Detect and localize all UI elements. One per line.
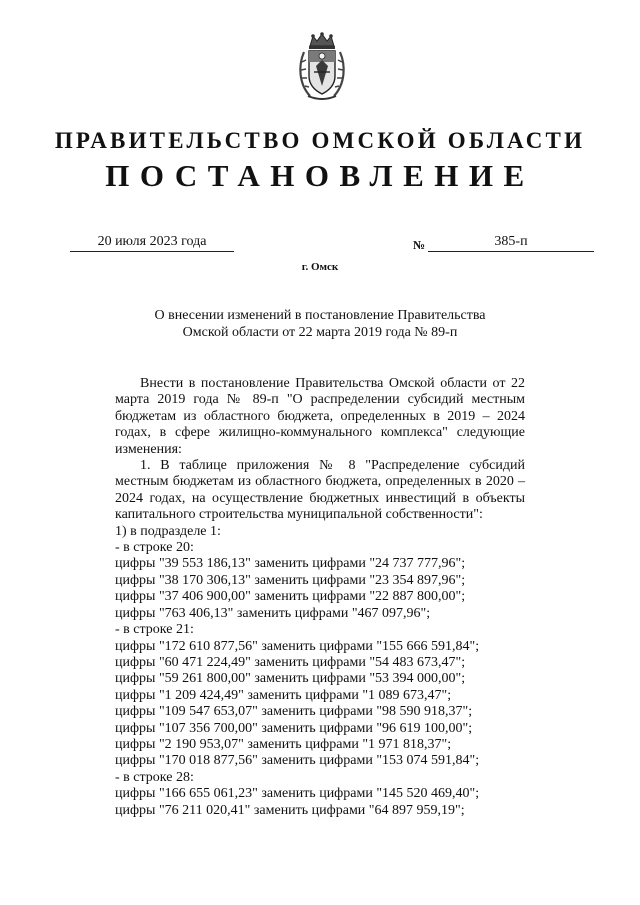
document-number: 385-п <box>428 234 594 252</box>
body-line: цифры "172 610 877,56" заменить цифрами "155 666 591,84"; <box>115 638 480 654</box>
omsk-coat-of-arms-icon <box>296 32 348 102</box>
body-line: цифры "166 655 061,23" заменить цифрами "145 520 469,40"; <box>115 786 480 802</box>
body-line: цифры "38 170 306,13" заменить цифрами "23 354 897,96"; <box>115 572 466 588</box>
document-body <box>115 376 525 819</box>
item-1-paragraph: 1. В таблице приложения № 8 "Распределение субсидий местным бюджетам из областного бюджета, определенных в 2020 – 2024 годах, на осуществление бюджетных инвестиций в объекты капитального строительства муниципальной собственности": <box>115 458 525 523</box>
body-line: - в строке 21: <box>115 622 194 638</box>
body-line: 1) в подразделе 1: <box>115 523 221 539</box>
body-line: цифры "107 356 700,00" заменить цифрами "96 619 100,00"; <box>115 720 473 736</box>
subject-line: О внесении изменений в постановление Правительства <box>154 308 486 323</box>
body-line: цифры "109 547 653,07" заменить цифрами "98 590 918,37"; <box>115 704 473 720</box>
body-line: цифры "1 209 424,49" заменить цифрами "1 089 673,47"; <box>115 687 452 703</box>
intro-paragraph: Внести в постановление Правительства Омской области от 22 марта 2019 года № 89-п "О распределении субсидий местным бюджетам из областного бюджета, определенных в 2019 – 2024 годах, в сфере жилищно-коммунального комплекса" следующие изменения: <box>115 376 525 457</box>
document-date: 20 июля 2023 года <box>70 234 234 252</box>
subject-line: Омской области от 22 марта 2019 года № 89-п <box>182 325 458 340</box>
document-city: г. Омск <box>301 261 339 273</box>
body-line: цифры "59 261 800,00" заменить цифрами "53 394 000,00"; <box>115 671 466 687</box>
body-line: цифры "60 471 224,49" заменить цифрами "54 483 673,47"; <box>115 654 466 670</box>
body-line: - в строке 28: <box>115 769 194 785</box>
document-type-title: ПОСТАНОВЛЕНИЕ <box>105 158 535 193</box>
body-line: цифры "763 406,13" заменить цифрами "467 097,96"; <box>115 605 431 621</box>
body-line: цифры "76 211 020,41" заменить цифрами "64 897 959,19"; <box>115 802 465 818</box>
document-subject <box>120 307 520 341</box>
body-line: цифры "170 018 877,56" заменить цифрами "153 074 591,84"; <box>115 753 480 769</box>
body-line: цифры "37 406 900,00" заменить цифрами "22 887 800,00"; <box>115 589 466 605</box>
body-line: цифры "2 190 953,07" заменить цифрами "1 971 818,37"; <box>115 736 452 752</box>
body-line: - в строке 20: <box>115 540 194 556</box>
number-label: № <box>413 238 426 252</box>
body-line: цифры "39 553 186,13" заменить цифрами "24 737 777,96"; <box>115 556 466 572</box>
organization-title: ПРАВИТЕЛЬСТВО ОМСКОЙ ОБЛАСТИ <box>54 128 586 153</box>
